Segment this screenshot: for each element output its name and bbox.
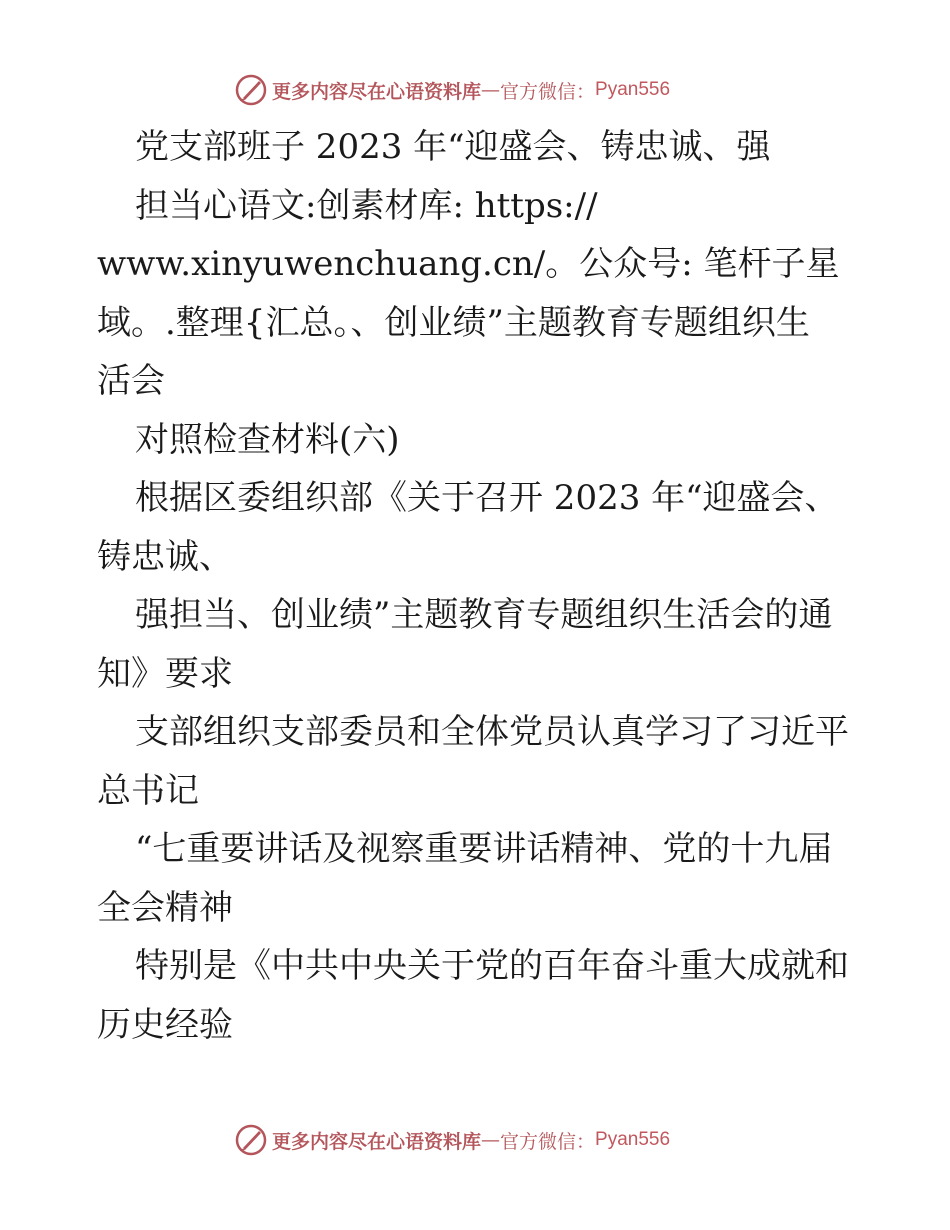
document-line: 担当心语文:创素材库: https:// (135, 185, 598, 226)
document-line: 支部组织支部委员和全体党员认真学习了习近平 (135, 712, 849, 752)
brush-logo-icon (234, 1123, 268, 1157)
banner-brand: 更多内容尽在心语资料库 (272, 1130, 482, 1153)
brush-logo-icon (234, 73, 268, 107)
document-line: 总书记 (97, 770, 199, 811)
document-line: 历史经验 (97, 1004, 233, 1045)
document-line: 域。.整理{汇总。、创业绩”主题教育专题组织生 (97, 302, 810, 343)
document-line: 根据区委组织部《关于召开 2023 年“迎盛会、 (135, 478, 839, 518)
document-line: 知》要求 (97, 653, 233, 694)
document-line: 活会 (97, 361, 165, 401)
banner-wechat-id: Pyan556 (595, 79, 671, 100)
document-line: 党支部班子 2023 年“迎盛会、铸忠诚、强 (135, 127, 771, 167)
document-line: 特别是《中共中央关于党的百年奋斗重大成就和 (135, 946, 849, 986)
document-line: www.xinyuwenchuang.cn/。公众号: 笔杆子星 (97, 244, 840, 284)
document-line: 全会精神 (97, 887, 233, 928)
document-line: 对照检查材料(六) (135, 419, 400, 460)
document-body (97, 118, 857, 1054)
banner-wechat-id: Pyan556 (595, 1129, 671, 1150)
banner-dash: — (481, 1129, 501, 1151)
footer-banner (234, 1123, 670, 1157)
banner-wechat-label: 官方微信： (500, 1130, 596, 1153)
document-line: 铸忠诚、 (97, 536, 233, 577)
banner-brand: 更多内容尽在心语资料库 (272, 80, 482, 103)
document-line: 强担当、创业绩”主题教育专题组织生活会的通 (135, 595, 833, 635)
banner-wechat-label: 官方微信： (500, 80, 596, 103)
document-line: “七重要讲话及视察重要讲话精神、党的十九届 (135, 829, 833, 869)
header-banner (234, 73, 670, 107)
banner-dash: — (481, 79, 501, 101)
